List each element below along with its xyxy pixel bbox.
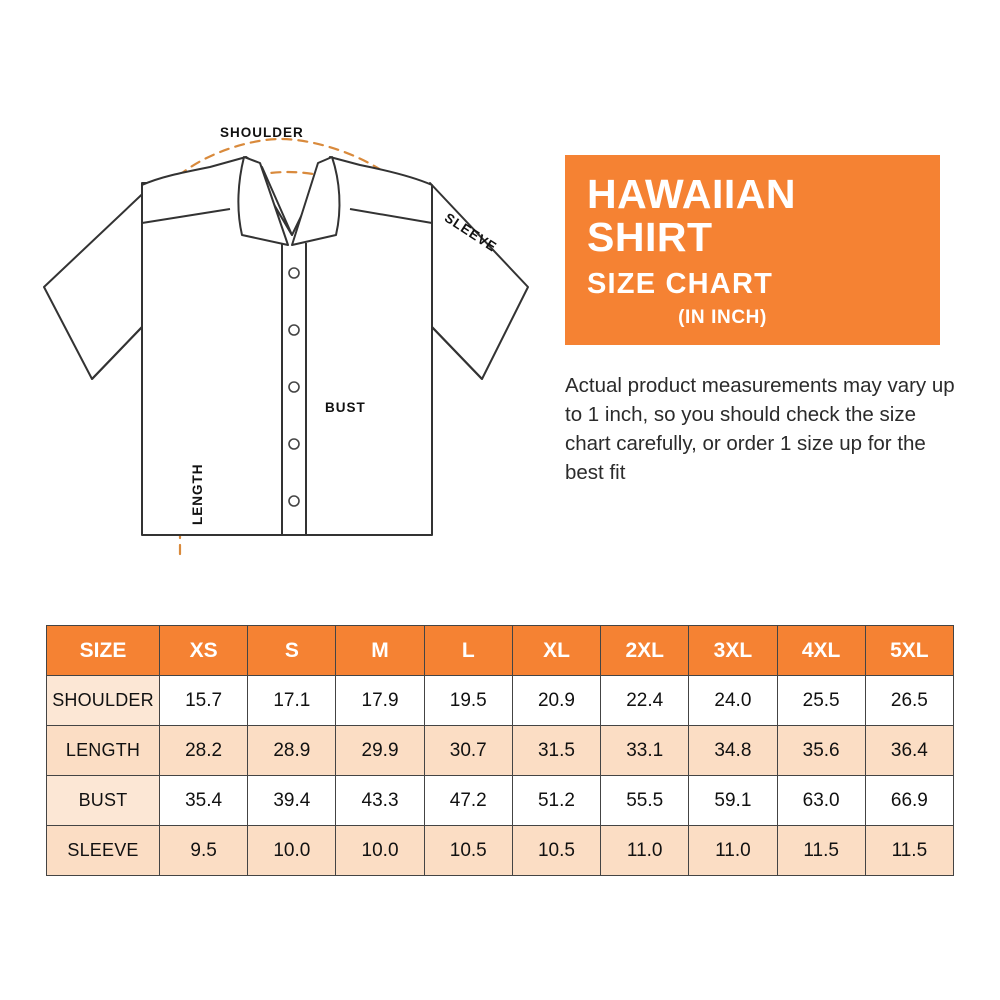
shirt-illustration-svg (30, 105, 550, 585)
cell-shoulder-xs: 15.7 (160, 676, 248, 726)
cell-bust-5xl: 66.9 (865, 776, 953, 826)
cell-shoulder-m: 17.9 (336, 676, 424, 726)
cell-bust-m: 43.3 (336, 776, 424, 826)
column-header-xs: XS (160, 626, 248, 676)
size-chart-table (46, 625, 954, 876)
table-row (47, 776, 954, 826)
cell-length-l: 30.7 (424, 726, 512, 776)
cell-bust-s: 39.4 (248, 776, 336, 826)
size-chart-table-wrap (46, 625, 954, 876)
cell-sleeve-xl: 10.5 (512, 826, 600, 876)
cell-sleeve-5xl: 11.5 (865, 826, 953, 876)
cell-length-xs: 28.2 (160, 726, 248, 776)
column-header-size: SIZE (47, 626, 160, 676)
cell-shoulder-l: 19.5 (424, 676, 512, 726)
table-row (47, 676, 954, 726)
cell-length-m: 29.9 (336, 726, 424, 776)
cell-bust-xs: 35.4 (160, 776, 248, 826)
cell-length-5xl: 36.4 (865, 726, 953, 776)
cell-bust-l: 47.2 (424, 776, 512, 826)
title-line-1: HAWAIIAN (587, 171, 796, 217)
shirt-diagram (30, 105, 550, 585)
cell-length-2xl: 33.1 (601, 726, 689, 776)
shoulder-label: SHOULDER (220, 125, 304, 140)
table-body (47, 676, 954, 876)
row-label-bust: BUST (47, 776, 160, 826)
column-header-3xl: 3XL (689, 626, 777, 676)
cell-shoulder-xl: 20.9 (512, 676, 600, 726)
row-label-shoulder: SHOULDER (47, 676, 160, 726)
table-header-row (47, 626, 954, 676)
title-subtitle: SIZE CHART (587, 267, 773, 300)
cell-length-xl: 31.5 (512, 726, 600, 776)
column-header-4xl: 4XL (777, 626, 865, 676)
title-box (565, 155, 940, 345)
column-header-l: L (424, 626, 512, 676)
cell-bust-4xl: 63.0 (777, 776, 865, 826)
cell-shoulder-2xl: 22.4 (601, 676, 689, 726)
cell-sleeve-l: 10.5 (424, 826, 512, 876)
cell-shoulder-s: 17.1 (248, 676, 336, 726)
cell-shoulder-5xl: 26.5 (865, 676, 953, 726)
table-row (47, 726, 954, 776)
row-label-length: LENGTH (47, 726, 160, 776)
cell-length-s: 28.9 (248, 726, 336, 776)
cell-sleeve-m: 10.0 (336, 826, 424, 876)
title-line-2: SHIRT (587, 214, 713, 261)
cell-shoulder-3xl: 24.0 (689, 676, 777, 726)
column-header-5xl: 5XL (865, 626, 953, 676)
cell-bust-xl: 51.2 (512, 776, 600, 826)
title-unit: (IN INCH) (678, 306, 767, 328)
cell-shoulder-4xl: 25.5 (777, 676, 865, 726)
cell-sleeve-s: 10.0 (248, 826, 336, 876)
table-row (47, 826, 954, 876)
sleeve-label: SLEEVE (441, 210, 500, 255)
table-head (47, 626, 954, 676)
cell-bust-3xl: 59.1 (689, 776, 777, 826)
cell-bust-2xl: 55.5 (601, 776, 689, 826)
column-header-xl: XL (512, 626, 600, 676)
column-header-2xl: 2XL (601, 626, 689, 676)
cell-sleeve-2xl: 11.0 (601, 826, 689, 876)
cell-length-4xl: 35.6 (777, 726, 865, 776)
measurement-note: Actual product measurements may vary up to 1 inch, so you should check the size chart carefully, or order 1 size up for the best fit (565, 373, 955, 485)
length-label: LENGTH (190, 463, 205, 525)
cell-sleeve-3xl: 11.0 (689, 826, 777, 876)
column-header-s: S (248, 626, 336, 676)
row-label-sleeve: SLEEVE (47, 826, 160, 876)
cell-sleeve-4xl: 11.5 (777, 826, 865, 876)
info-column (565, 155, 965, 487)
cell-sleeve-xs: 9.5 (160, 826, 248, 876)
bust-label: BUST (325, 400, 366, 415)
column-header-m: M (336, 626, 424, 676)
cell-length-3xl: 34.8 (689, 726, 777, 776)
